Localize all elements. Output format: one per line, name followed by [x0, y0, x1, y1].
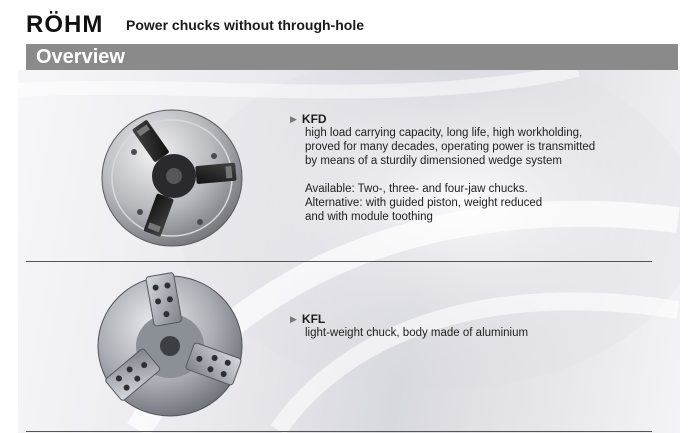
description-line: proved for many decades, operating power is transmitted — [305, 141, 596, 153]
product-kfd-availability — [290, 182, 595, 224]
availability-line: Available: Two-, three- and four-jaw chucks. — [305, 183, 528, 195]
product-kfd-description — [290, 126, 595, 168]
description-line: by means of a sturdily dimensioned wedge system — [305, 155, 562, 167]
section-divider — [26, 431, 652, 432]
availability-line: and with module toothing — [305, 211, 433, 223]
roehm-logo — [26, 8, 112, 38]
header-title: Power chucks without through-hole — [126, 17, 364, 33]
section-title: Overview — [36, 46, 125, 68]
svg-text:RÖHM: RÖHM — [26, 11, 104, 36]
description-line: light-weight chuck, body made of aluminium — [305, 327, 529, 339]
product-kfl-name: KFL — [301, 312, 326, 326]
kfd-chuck-image — [96, 100, 248, 252]
availability-line: Alternative: with guided piston, weight reduced — [305, 197, 543, 209]
section-bar — [26, 44, 678, 70]
product-kfd — [290, 112, 595, 224]
triangle-right-icon: ▶ — [290, 114, 297, 124]
product-kfl-description — [290, 326, 528, 340]
product-kfd-heading — [290, 112, 595, 126]
product-kfl — [290, 312, 528, 340]
product-kfd-name: KFD — [301, 112, 327, 126]
kfl-chuck-image — [94, 270, 248, 420]
section-divider — [26, 261, 652, 262]
description-line: high load carrying capacity, long life, high workholding, — [305, 127, 583, 139]
roehm-logo-mark — [26, 10, 112, 36]
triangle-right-icon: ▶ — [290, 314, 297, 324]
product-kfl-heading — [290, 312, 528, 326]
